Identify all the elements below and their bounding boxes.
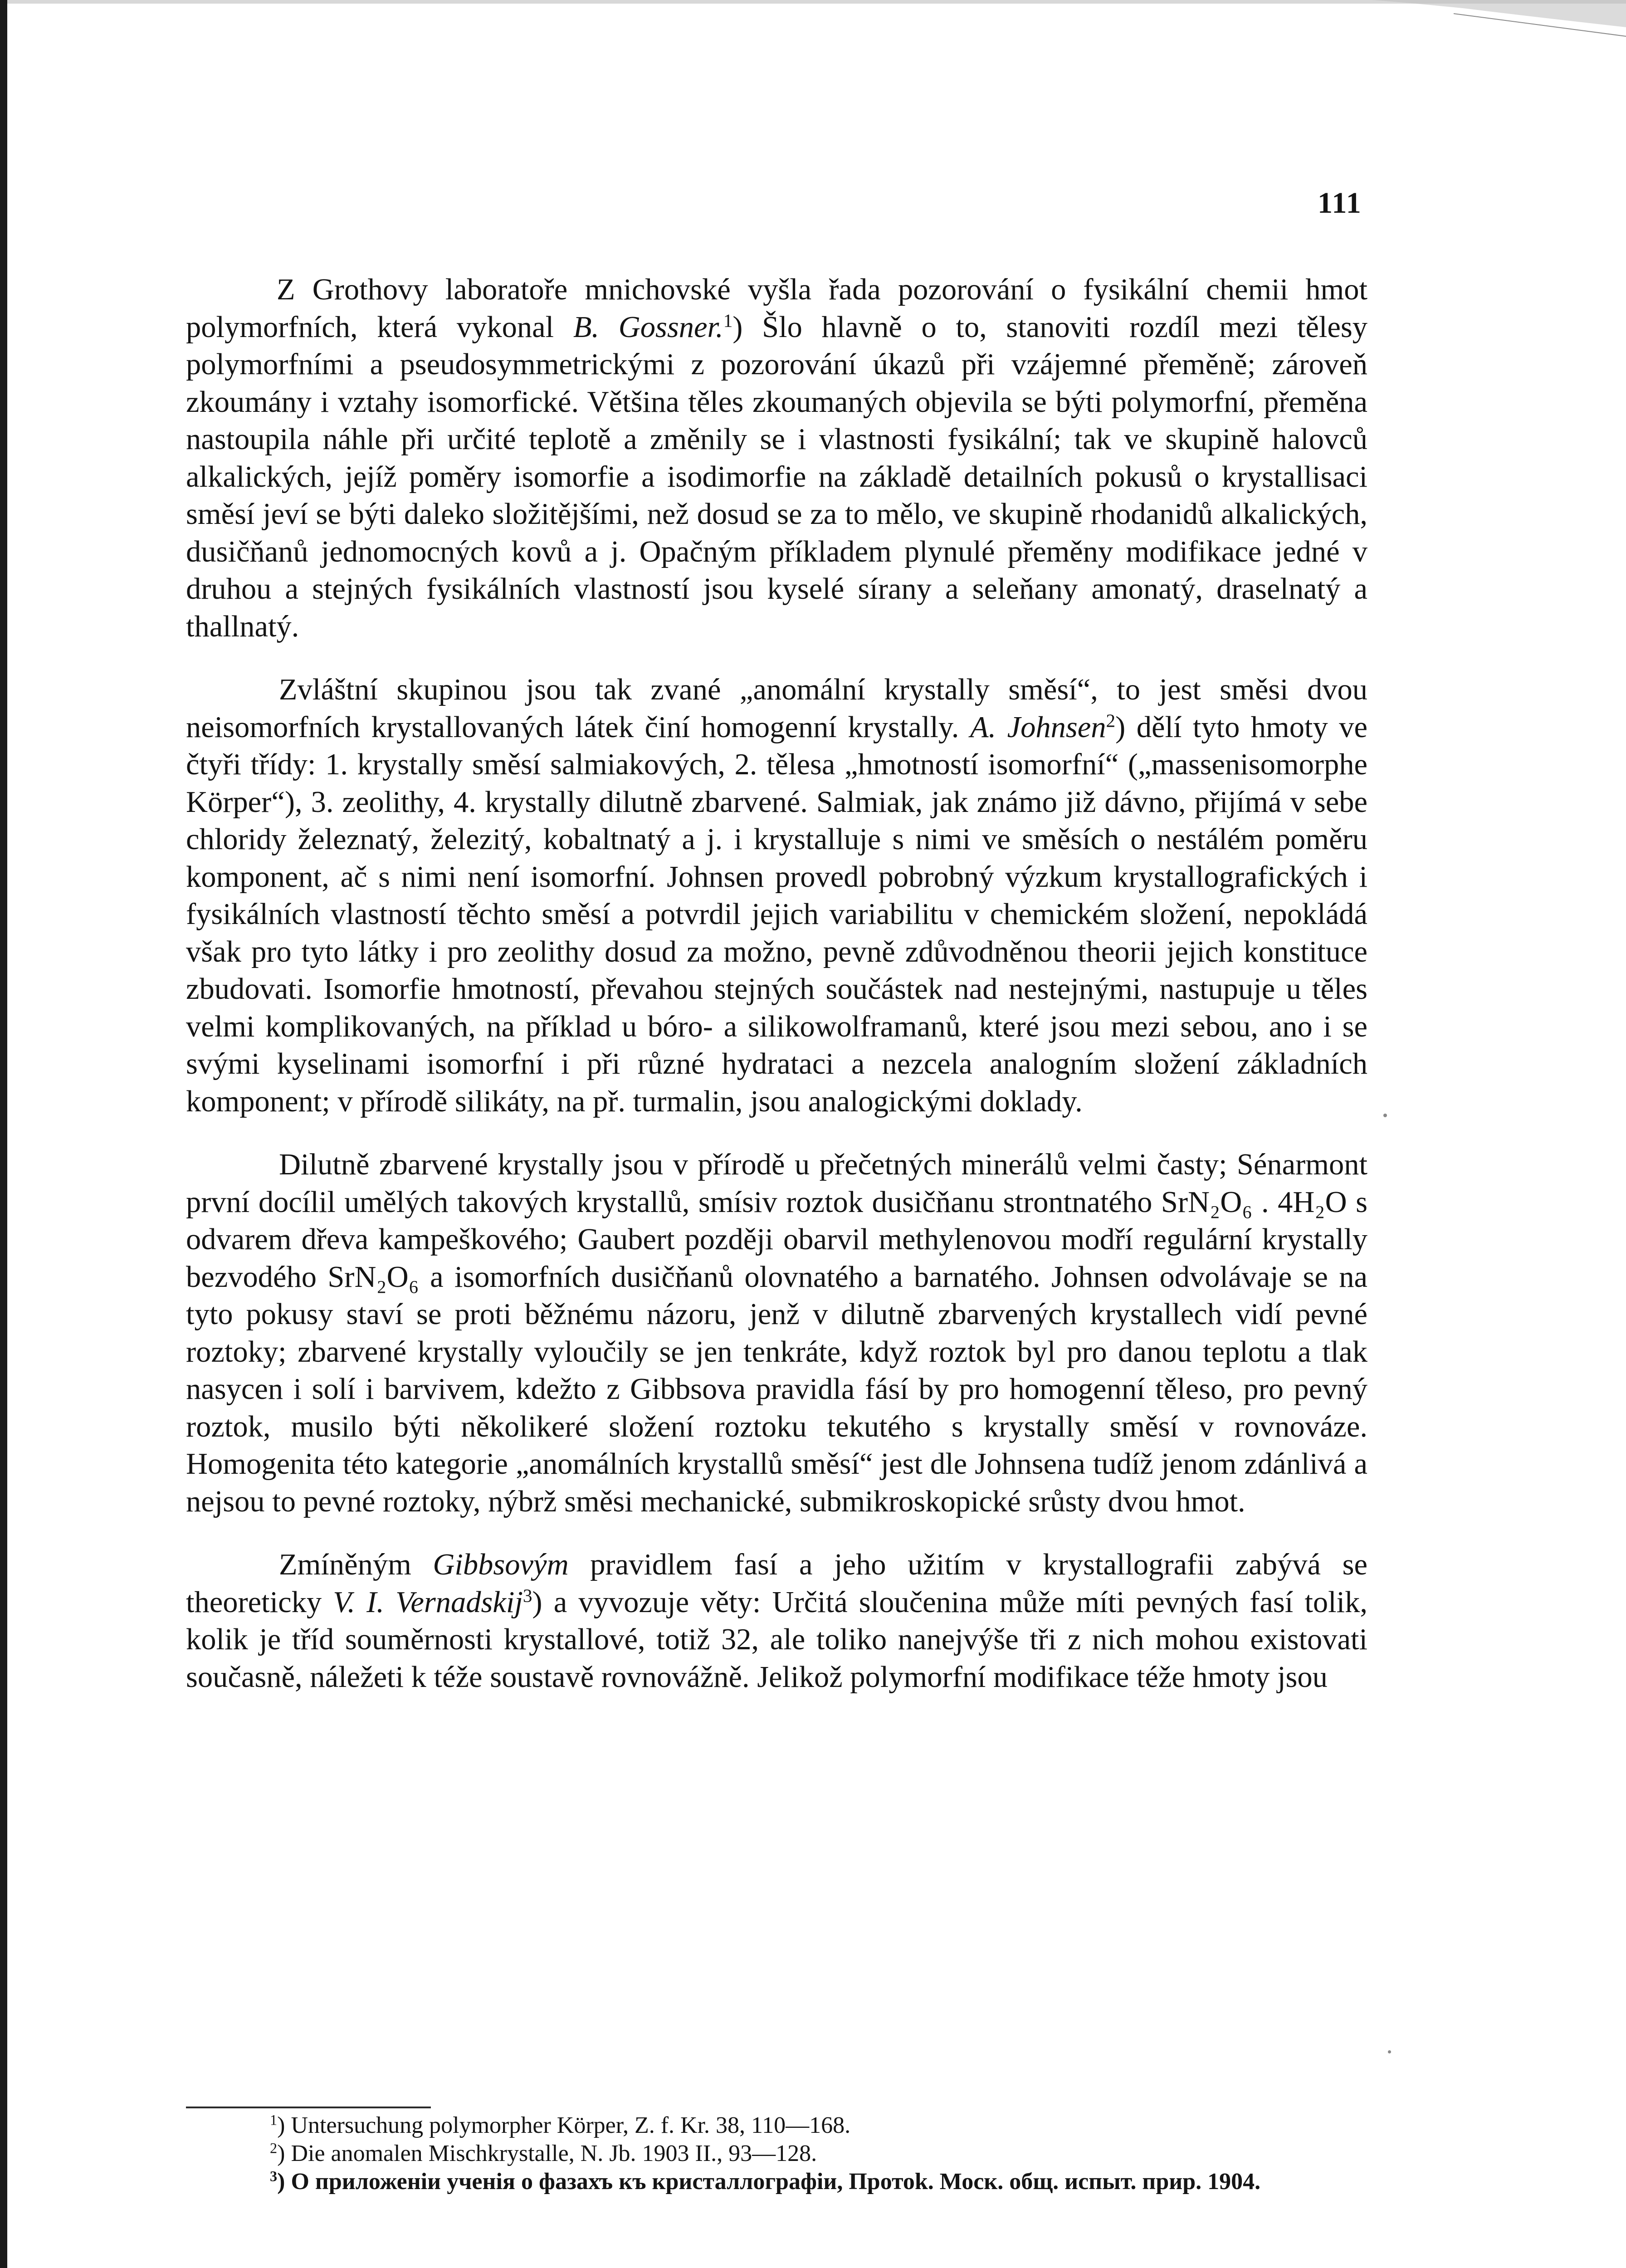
chemical-formula: SrN₂O₆ . 4H₂O bbox=[1161, 1185, 1347, 1219]
rule-name: Gibbsovým bbox=[433, 1548, 569, 1581]
author-name: V. I. Vernadskij bbox=[333, 1585, 523, 1619]
author-name: A. Johnsen bbox=[970, 710, 1106, 744]
paragraph-4: Zmíněným Gibbsovým pravidlem fasí a jeho užitím v krystallografii zabývá se theoreticky V. I. Vernadskij$^3$) a vyvozuje věty: Určitá sloučenina může míti pevných fasí tolik, kolik je tříd souměrnosti krystallové, totiž 32, ale toliko nanejvýše tři z nich mohou existovati současně, náležeti k téže soustavě rovnovážně. Jelikož polymorfní modifikace téže hmoty jsou bbox=[186, 1548, 1367, 1694]
footnote-divider bbox=[186, 2107, 431, 2108]
footnote-ref-1: 1 bbox=[723, 309, 733, 331]
scan-left-edge bbox=[0, 0, 7, 2268]
footnote-ref-2: 2 bbox=[1106, 709, 1116, 731]
footnote-2: $^2$) Die anomalen Mischkrystalle, N. Jb. 1903 II., 93—128. bbox=[270, 2140, 817, 2166]
footnotes bbox=[186, 2112, 1374, 2196]
scan-corner-shadow bbox=[1372, 0, 1626, 54]
footnote-3: $^3$) О приложеніи ученія о фазахъ къ кристаллографіи, Протоk. Моск. общ. испыт. прир. 1904. bbox=[270, 2168, 1261, 2195]
scan-speck bbox=[1388, 2050, 1391, 2053]
paragraph-3: Dilutně zbarvené krystally jsou v přírodě u přečetných minerálů velmi časty; Sénarmont první docílil umělých takových krystallů, smísiv roztok dusičňanu strontnatého SrN₂O₆ . 4H₂O s odvarem dřeva kampeškového; Gaubert později obarvil methylenovou modří regulární krystally bezvodého SrN₂O₆ a isomorfních dusičňanů olovnatého a barnatého. Johnsen odvolávaje se na tyto pokusy staví se proti běžnému názoru, jenž v dilutně zbarvených krystallech vidí pevné roztoky; zbarvené krystally vyloučily se jen tenkráte, když roztok byl pro danou teplotu a tlak nasycen i solí i barvivem, kdežto z Gibbsova pravidla fásí by pro homogenní těleso, pro pevný roztok, musilo býti několikeré složení roztoku tekutého s krystally směsí v rovnováze. Homogenita této kategorie „anomálních krystallů směsí“ jest dle Johnsena tudíž jenom zdánlivá a nejsou to pevné roztoky, nýbrž směsi mechanické, submikroskopické srůsty dvou hmot. bbox=[186, 1148, 1367, 1518]
body-text bbox=[186, 271, 1367, 1696]
footnote-1: $^1$) Untersuchung polymorpher Körper, Z. f. Kr. 38, 110—168. bbox=[270, 2112, 851, 2138]
paragraph-1: Z Grothovy laboratoře mnichovské vyšla řada pozorování o fysikální chemii hmot polymorfních, která vykonal B. Gossner.$^1$) Šlo hlavně o to, stanoviti rozdíl mezi tělesy polymorfními a pseudosymmetrickými z pozorování úkazů při vzájemné přeměně; zároveň zkoumány i vztahy isomorfické. Většina těles zkoumaných objevila se býti polymorfní, přeměna nastoupila náhle při určité teplotě a změnily se i vlastnosti fysikální; tak ve skupině halovců alkalických, jejíž poměry isomorfie a isodimorfie na základě detailních pokusů o krystallisaci směsí jeví se býti daleko složitějšími, než dosud se za to mělo, ve skupině rhodanidů alkalických, dusičňanů jednomocných kovů a j. Opačným příkladem plynulé přeměny modifikace jedné v druhou a stejných fysikálních vlastností jsou kyselé sírany a seleňany amonatý, draselnatý a thallnatý. bbox=[186, 273, 1367, 643]
page-number: 111 bbox=[1318, 186, 1362, 220]
chemical-formula: SrN₂O₆ bbox=[327, 1260, 419, 1294]
footnote-ref-3: 3 bbox=[522, 1584, 532, 1606]
scan-speck bbox=[1383, 1114, 1387, 1117]
paragraph-2: Zvláštní skupinou jsou tak zvané „anomální krystally směsí“, to jest směsi dvou neisomorfních krystallovaných látek činí homogenní krystally. A. Johnsen$^2$) dělí tyto hmoty ve čtyři třídy: 1. krystally směsí salmiakových, 2. tělesa „hmotností isomorfní“ („massenisomorphe Körper“), 3. zeolithy, 4. krystally dilutně zbarvené. Salmiak, jak známo již dávno, přijímá v sebe chloridy železnatý, železitý, kobaltnatý a j. i krystalluje s nimi ve směsích o nestálém poměru komponent, ač s nimi není isomorfní. Johnsen provedl pobrobný výzkum krystallografických i fysikálních vlastností těchto směsí a potvrdil jejich variabilitu v chemickém složení, nepokládá však pro tyto látky i pro zeolithy dosud za možno, pevně zdůvodněnou theorii jejich konstituce zbudovati. Isomorfie hmotností, převahou stejných součástek nad nestejnými, nastupuje u těles velmi komplikovaných, na příklad u bóro- a silikowolframanů, které jsou mezi sebou, ano i se svými kyselinami isomorfní i při různé hydrataci a nezcela analogním složení základních komponent; v přírodě silikáty, na př. turmalin, jsou analogickými doklady. bbox=[186, 673, 1367, 1118]
author-name: B. Gossner. bbox=[573, 310, 723, 344]
